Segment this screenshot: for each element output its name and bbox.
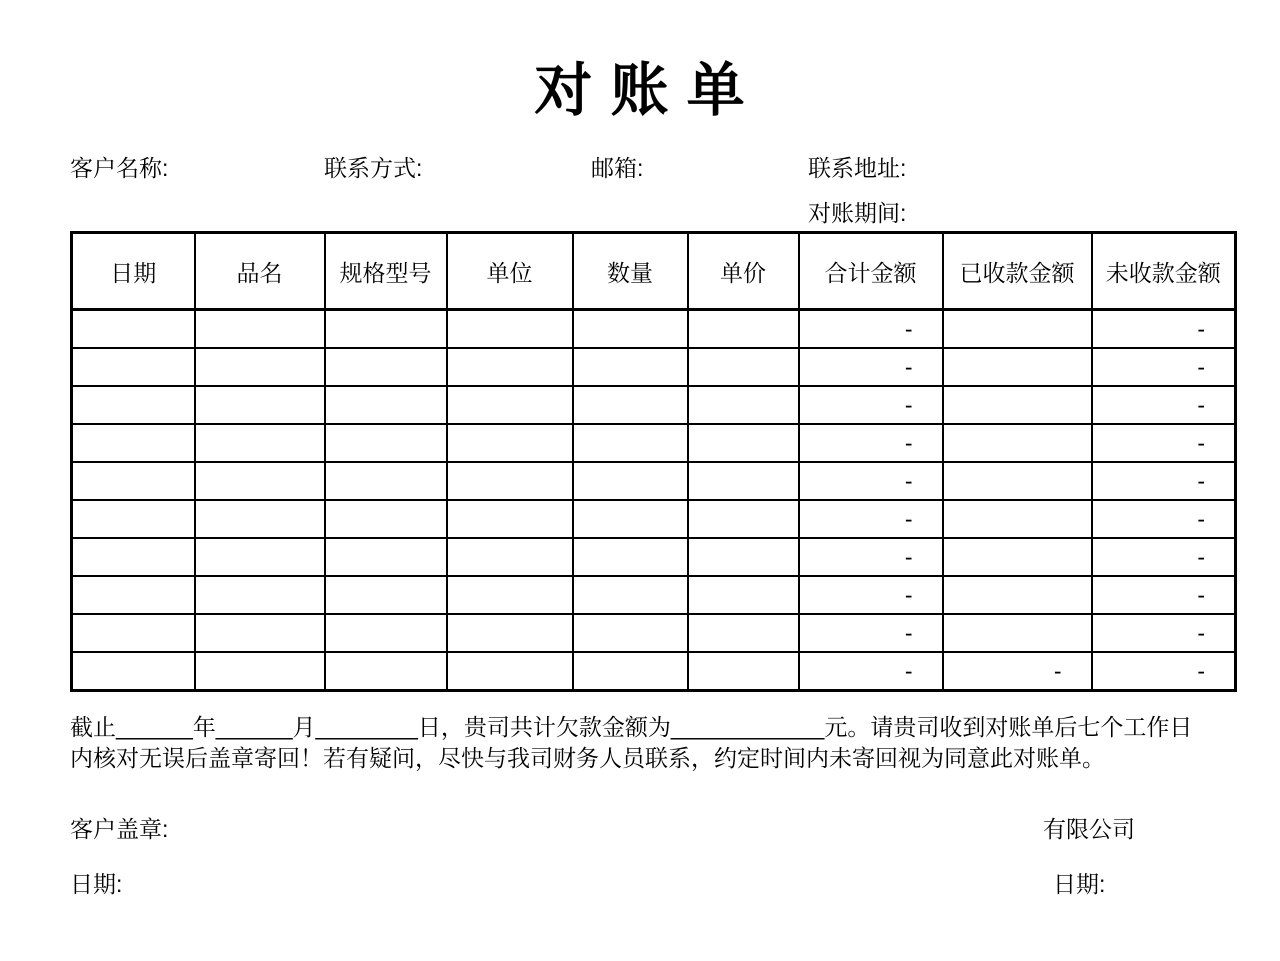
table-cell — [325, 576, 447, 614]
column-header: 单价 — [688, 233, 799, 310]
table-cell — [325, 462, 447, 500]
table-cell — [573, 538, 688, 576]
table-cell — [573, 576, 688, 614]
table-cell — [688, 348, 799, 386]
column-header: 日期 — [72, 233, 195, 310]
table-cell — [573, 424, 688, 462]
company-date-label: 日期: — [1053, 871, 1106, 897]
table-cell — [573, 386, 688, 424]
table-header-row — [72, 233, 1236, 310]
table-cell — [688, 652, 799, 691]
company-name: 有限公司 — [1043, 816, 1135, 842]
table-cell — [943, 614, 1092, 652]
table-row — [72, 652, 1236, 691]
table-cell — [325, 652, 447, 691]
table-cell — [688, 386, 799, 424]
table-cell: - — [799, 310, 943, 349]
table-cell — [943, 386, 1092, 424]
table-cell — [72, 576, 195, 614]
table-cell — [72, 614, 195, 652]
table-cell: - — [1092, 424, 1236, 462]
table-cell: - — [1092, 538, 1236, 576]
footer-note — [70, 712, 1245, 774]
table-header — [72, 233, 1236, 310]
table-cell: - — [799, 500, 943, 538]
column-header: 规格型号 — [325, 233, 447, 310]
table-cell — [72, 500, 195, 538]
statement-period-label: 对账期间: — [808, 200, 907, 226]
table-cell — [447, 424, 573, 462]
contact-method-label: 联系方式: — [324, 155, 423, 181]
table-cell — [72, 652, 195, 691]
table-cell — [72, 348, 195, 386]
table-cell — [447, 576, 573, 614]
table-cell — [195, 652, 325, 691]
table-cell — [325, 500, 447, 538]
table-cell — [195, 614, 325, 652]
table-cell — [688, 576, 799, 614]
customer-date-label: 日期: — [70, 871, 123, 897]
table-cell: - — [799, 576, 943, 614]
statement-table — [70, 231, 1237, 692]
table-cell — [688, 424, 799, 462]
column-header: 未收款金额 — [1092, 233, 1236, 310]
table-cell — [688, 538, 799, 576]
table-cell — [447, 310, 573, 349]
table-cell: - — [1092, 310, 1236, 349]
table-cell — [943, 538, 1092, 576]
document-title: 对 账 单 — [534, 58, 746, 123]
table-cell — [943, 424, 1092, 462]
table-cell: - — [943, 652, 1092, 691]
table-row — [72, 386, 1236, 424]
table-cell — [325, 310, 447, 349]
table-cell — [72, 310, 195, 349]
table-cell: - — [1092, 652, 1236, 691]
customer-stamp-label: 客户盖章: — [70, 816, 169, 842]
footer-note-line2: 内核对无误后盖章寄回！若有疑问，尽快与我司财务人员联系，约定时间内未寄回视为同意此对账单。 — [70, 745, 1105, 771]
table-cell — [195, 576, 325, 614]
table-cell — [447, 614, 573, 652]
column-header: 合计金额 — [799, 233, 943, 310]
table-row — [72, 500, 1236, 538]
table-cell — [688, 462, 799, 500]
table-row — [72, 538, 1236, 576]
table-cell — [72, 462, 195, 500]
table-row — [72, 310, 1236, 349]
column-header: 品名 — [195, 233, 325, 310]
table-cell — [943, 500, 1092, 538]
table-cell — [447, 386, 573, 424]
table-cell — [325, 386, 447, 424]
customer-name-label: 客户名称: — [70, 155, 169, 181]
table-cell — [195, 348, 325, 386]
table-cell — [195, 386, 325, 424]
table-row — [72, 462, 1236, 500]
table-row — [72, 576, 1236, 614]
table-cell: - — [799, 652, 943, 691]
table-cell — [195, 500, 325, 538]
table-cell — [943, 576, 1092, 614]
table-cell — [72, 424, 195, 462]
table-cell — [688, 614, 799, 652]
table-cell: - — [1092, 614, 1236, 652]
table-cell — [325, 424, 447, 462]
table-cell — [72, 386, 195, 424]
table-body — [72, 310, 1236, 691]
table-cell — [943, 310, 1092, 349]
table-cell — [195, 462, 325, 500]
table-cell — [447, 538, 573, 576]
table-cell — [688, 500, 799, 538]
table-cell — [447, 462, 573, 500]
table-cell: - — [799, 424, 943, 462]
contact-address-label: 联系地址: — [808, 155, 907, 181]
email-label: 邮箱: — [591, 155, 644, 181]
table-cell — [447, 500, 573, 538]
table-cell: - — [799, 538, 943, 576]
table-cell — [573, 614, 688, 652]
table-row — [72, 614, 1236, 652]
table-cell: - — [799, 348, 943, 386]
table-cell: - — [799, 614, 943, 652]
table-cell: - — [1092, 348, 1236, 386]
table-cell — [195, 538, 325, 576]
table-cell — [573, 500, 688, 538]
table-cell — [573, 310, 688, 349]
table-row — [72, 348, 1236, 386]
column-header: 已收款金额 — [943, 233, 1092, 310]
table-cell: - — [799, 386, 943, 424]
table-cell: - — [1092, 386, 1236, 424]
table-cell: - — [1092, 500, 1236, 538]
table-cell — [195, 310, 325, 349]
table-cell — [573, 652, 688, 691]
table-cell — [325, 348, 447, 386]
footer-note-line1: 截止______年______月________日，贵司共计欠款金额为____________元。请贵司收到对账单后七个工作日 — [70, 714, 1193, 740]
column-header: 单位 — [447, 233, 573, 310]
table-cell — [195, 424, 325, 462]
table-row — [72, 424, 1236, 462]
table-cell — [72, 538, 195, 576]
table-cell: - — [1092, 462, 1236, 500]
table-cell — [325, 614, 447, 652]
column-header: 数量 — [573, 233, 688, 310]
table-cell — [447, 348, 573, 386]
table-cell: - — [799, 462, 943, 500]
table-cell — [447, 652, 573, 691]
table-cell — [688, 310, 799, 349]
table-cell: - — [1092, 576, 1236, 614]
table-cell — [573, 462, 688, 500]
table-cell — [943, 348, 1092, 386]
table-cell — [943, 462, 1092, 500]
table-cell — [573, 348, 688, 386]
table-cell — [325, 538, 447, 576]
